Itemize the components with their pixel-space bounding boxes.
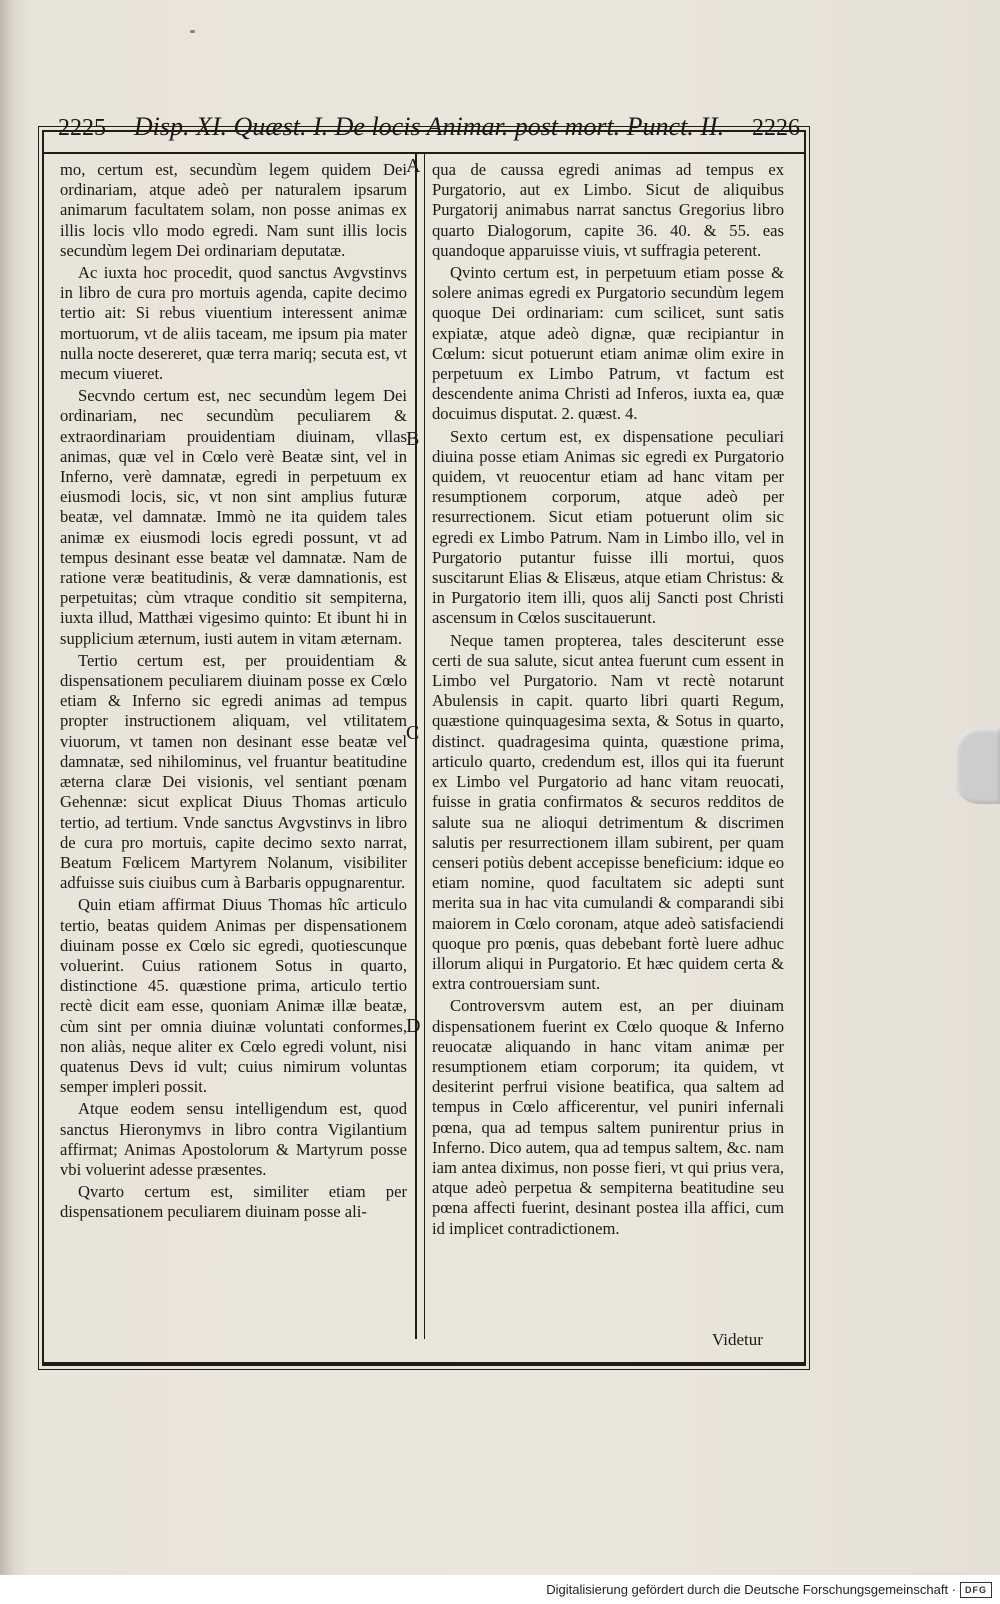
catchword: Videtur — [712, 1330, 763, 1349]
header-title: Disp. XI. Quæst. I. De locis Animar. post mort. Punct. II. — [133, 112, 725, 141]
paragraph: Secvndo certum est, nec secundùm legem Dei ordinariam, nec secundùm peculiarem & extraordinariam prouidentiam diuinam, vllas animas, quæ vel in Cœlo verè Beatæ sint, vel in Inferno, verè damnatæ, egredi in perpetuum ex eiusmodi locis, sic, vt non sint amplius futuræ beatæ, vel damnatæ. Immò ne ita quidem tales animæ ex eiusmodi locis egredi possunt, vt ad tempus desinant esse beatæ vel damnatæ. Nam de ratione veræ beatitudinis, & veræ damnationis, est perpetuitas; cùm vtraque conditio sit sempiterna, iuxta illud, Matthæi vigesimo quinto: Et ibunt hi in supplicium æternum, iusti autem in vitam æternam. — [60, 386, 407, 648]
margin-letter-c: C — [406, 722, 420, 744]
paragraph: Atque eodem sensu intelligendum est, quod sanctus Hieronymvs in libro contra Vigilantium affirmat; Animas Apostolorum & Martyrum posse vbi voluerint adesse præsentes. — [60, 1099, 407, 1179]
paragraph: Ac iuxta hoc procedit, quod sanctus Avgvstinvs in libro de cura pro mortuis agenda, capite decimo tertio ait: Si rebus viuentium interessent animæ mortuorum, vt de aliis taceam, me ipsum pia mater nulla nocte desereret, quæ terra mariq; secuta est, vt mecum viueret. — [60, 263, 407, 384]
paragraph: Quin etiam affirmat Diuus Thomas hîc articulo tertio, beatas quidem Animas per dispensationem diuinam posse ex Cœlo sic egredi, quotiescunque voluerint. Cuius rationem Sotus in quarto, distinctione 45. quæstione prima, articulo tertio rectè dicit eam esse, quoniam Animæ illæ beatæ, cùm sint per omnia diuinæ voluntati conformes, non aliàs, neque aliter ex Cœlo egredi volunt, nisi quatenus Devs id vult; cuius nimirum voluntas semper impleri possit. — [60, 895, 407, 1097]
right-column — [432, 160, 784, 1241]
paragraph: Qvarto certum est, similiter etiam per dispensationem peculiarem diuinam posse ali- — [60, 1182, 407, 1222]
margin-letter-b: B — [406, 428, 420, 450]
paragraph: Tertio certum est, per prouidentiam & dispensationem peculiarem diuinam posse ex Cœlo etiam & Inferno sic egredi animas ad tempus propter instructionem aliquam, vel vtilitatem viuorum, vt tamen non desinant esse beatæ vel damnatæ, sed nihilominus, vel fruantur beatitudine æterna claræ Dei visionis, vel sentiant pœnam Gehennæ: sicut explicat Diuus Thomas articulo tertio, ad tertium. Vnde sanctus Avgvstinvs in libro de cura pro mortuis, capite decimo sexto narrat, Beatum Fœlicem Martyrem Nolanum, visibiliter adfuisse suis ciuibus cum à Barbaris oppugnarentur. — [60, 650, 407, 893]
digitization-footer — [0, 1575, 1000, 1604]
left-column — [60, 160, 407, 1225]
dfg-logo-icon: DFG — [960, 1582, 992, 1598]
footer-credit: Digitalisierung gefördert durch die Deutsche Forschungsgemeinschaft · — [546, 1582, 956, 1597]
right-page-number: 2226 — [752, 115, 800, 141]
margin-letter-d: D — [406, 1015, 421, 1037]
paragraph: Neque tamen propterea, tales desciterunt esse certi de sua salute, sicut antea fuerunt cum essent in Limbo vel Purgatorio. Nam vt rectè notarunt Abulensis in capit. quarto libri quarti Regum, quæstione quinquagesima sexta, & Sotus in quarto, distinct. quadragesima quinta, quæstione prima, articulo quarto, credendum est, illos qui ita fuerunt ex Limbo vel Purgatorio ad hanc vitam reuocati, fuisse in gratia confirmatos & securos redditos de salute sua ne alioqui detrimentum & discrimen salutis per resurrectionem illam subirent, per quam censeri potiùs debent accepisse beneficium: idque eo etiam nomine, quod facultatem sic adepti sunt merita sua in hac vita cumulandi & comparandi sibi maiorem in Cœlo coronam, atque adeò satisfaciendi quoque pro pœnis, quas debebant fortè luere adhuc illorum aliqui in Purgatorio. Et hæc quidem certa & extra controuersiam sunt. — [432, 630, 784, 994]
column-divider — [415, 154, 417, 1339]
bottom-rule — [42, 1362, 806, 1364]
margin-letter-a: A — [406, 155, 421, 177]
paper-spot — [190, 30, 195, 33]
paragraph: qua de caussa egredi animas ad tempus ex Purgatorio, aut ex Limbo. Sicut de aliquibus Purgatorij animabus narrat sanctus Gregorius libro quarto Dialogorum, capite 36. 40. & 55. eas quandoque apparuisse viuis, vt suffragia peterent. — [432, 160, 784, 260]
paragraph: Qvinto certum est, in perpetuum etiam posse & solere animas egredi ex Purgatorio secundùm legem quoque Dei ordinariam: cum scilicet, sunt satis expiatæ, atque adeò dignæ, quæ recipiantur in Cœlum: sicut potuerunt etiam animæ olim exire in perpetuum ex Limbo Patrum, vt factum est descendente anima Christi ad Inferos, iuxta ea, quæ docuimus disputat. 2. quæst. 4. — [432, 263, 784, 424]
column-divider-inner — [424, 154, 425, 1339]
paragraph: mo, certum est, secundùm legem quidem Dei ordinariam, atque adeò per naturalem ipsarum animarum facultatem solam, non posse animas ex illis locis vllo modo egredi. Nam sunt illis locis secundùm legem Dei ordinariam deputatæ. — [60, 160, 407, 260]
paragraph: Sexto certum est, ex dispensatione peculiari diuina posse etiam Animas sic egredi ex Purgatorio quidem, vt reuocentur etiam ad hanc vitam per resumptionem corporum, atque adeò per resurrectionem. Sicut etiam potuerunt olim sic egredi ex Limbo Patrum. Nam in Limbo illo, vel in Purgatorio putantur fuisse illi mortui, quos suscitarunt Elias & Elisæus, atque etiam Christus: & in Purgatorio item illi, quos alij Sancti post Christi ascensum in Cœlos suscitauerunt. — [432, 426, 784, 628]
paragraph: Controversvm autem est, an per diuinam dispensationem fuerint ex Cœlo quoque & Inferno reuocatæ aliquando in hanc vitam animæ per resumptionem etiam corporum; ita quidem, vt desiterint perfrui visione beatifica, qua saltem ad tempus in Cœlo afficerentur, vel puniri infernali pœna, qua ad tempus saltem punirentur prius in Inferno. Dico autem, qua ad tempus saltem, &c. nam iam antea diximus, non posse fieri, vt qui prius vera, atque adeò perpetua & sempiterna beatitudine seu pœna affecti fuerint, desinant postea illa affici, cum id implicet contradictionem. — [432, 996, 784, 1238]
page-edge-tab — [955, 728, 1000, 804]
left-page-number: 2225 — [58, 115, 106, 141]
